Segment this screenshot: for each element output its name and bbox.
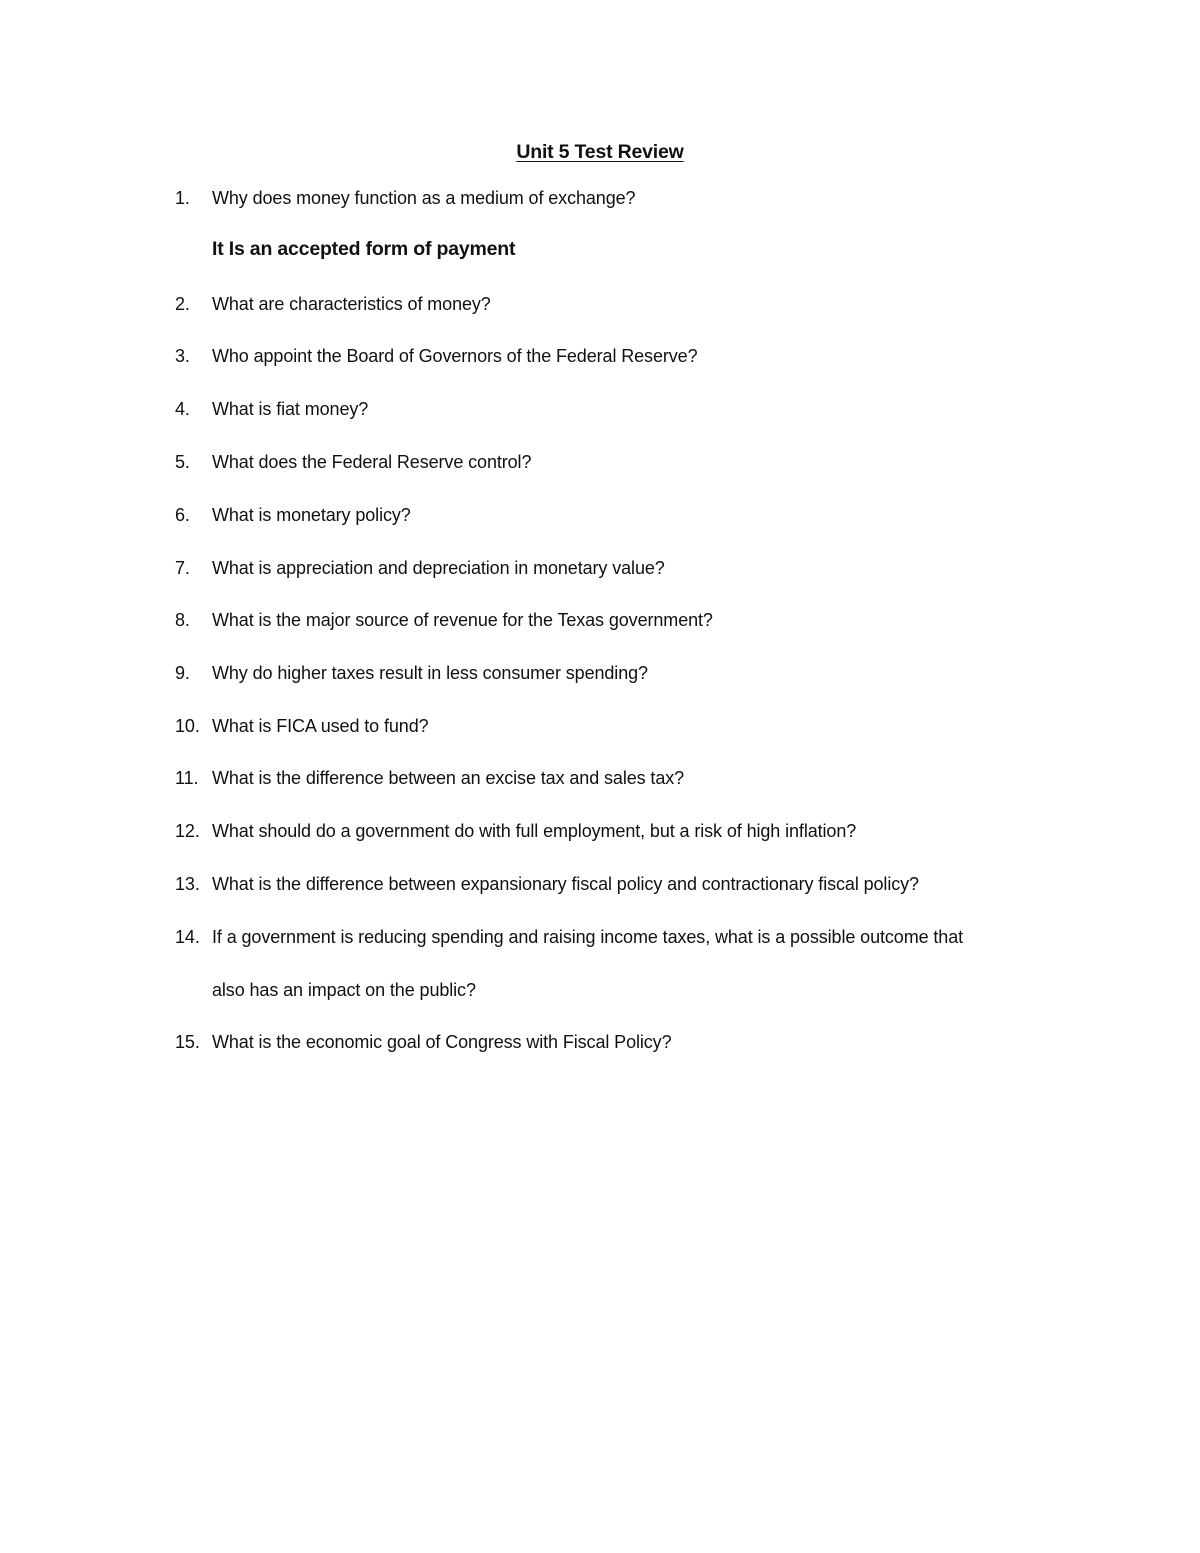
question-number: 13.: [175, 874, 200, 894]
question-text: What is appreciation and depreciation in monetary value?: [212, 558, 665, 578]
question-number: 7.: [175, 558, 190, 578]
question-number: 6.: [175, 505, 190, 525]
question-text: Why do higher taxes result in less consumer spending?: [212, 663, 648, 683]
question-number: 11.: [175, 768, 199, 788]
question-number: 14.: [175, 927, 200, 947]
question-number: 10.: [175, 716, 200, 736]
question-text: What is FICA used to fund?: [212, 716, 429, 736]
question-text: What is monetary policy?: [212, 505, 411, 525]
question-number: 12.: [175, 821, 200, 841]
question-number: 1.: [175, 188, 190, 208]
question-text: What is fiat money?: [212, 399, 369, 419]
page-title: Unit 5 Test Review: [516, 141, 684, 163]
question-text: Who appoint the Board of Governors of the Federal Reserve?: [212, 346, 698, 366]
question-14-continuation: also has an impact on the public?: [212, 980, 476, 1000]
question-number: 8.: [175, 610, 190, 630]
question-number: 3.: [175, 346, 190, 366]
question-number: 4.: [175, 399, 190, 419]
question-number: 2.: [175, 294, 190, 314]
question-text: What is the difference between expansionary fiscal policy and contractionary fiscal policy?: [212, 874, 919, 894]
question-text: What are characteristics of money?: [212, 294, 491, 314]
question-text: What is the major source of revenue for the Texas government?: [212, 610, 713, 630]
question-number: 9.: [175, 663, 190, 683]
question-number: 5.: [175, 452, 190, 472]
question-text: What should do a government do with full employment, but a risk of high inflation?: [212, 821, 857, 841]
answer-1: It Is an accepted form of payment: [212, 238, 516, 260]
question-text: Why does money function as a medium of exchange?: [212, 188, 636, 208]
question-text: What does the Federal Reserve control?: [212, 452, 532, 472]
question-text: What is the difference between an excise tax and sales tax?: [212, 768, 685, 788]
question-text: What is the economic goal of Congress with Fiscal Policy?: [212, 1032, 672, 1052]
question-text: If a government is reducing spending and raising income taxes, what is a possible outcome that: [212, 927, 964, 947]
question-number: 15.: [175, 1032, 200, 1052]
